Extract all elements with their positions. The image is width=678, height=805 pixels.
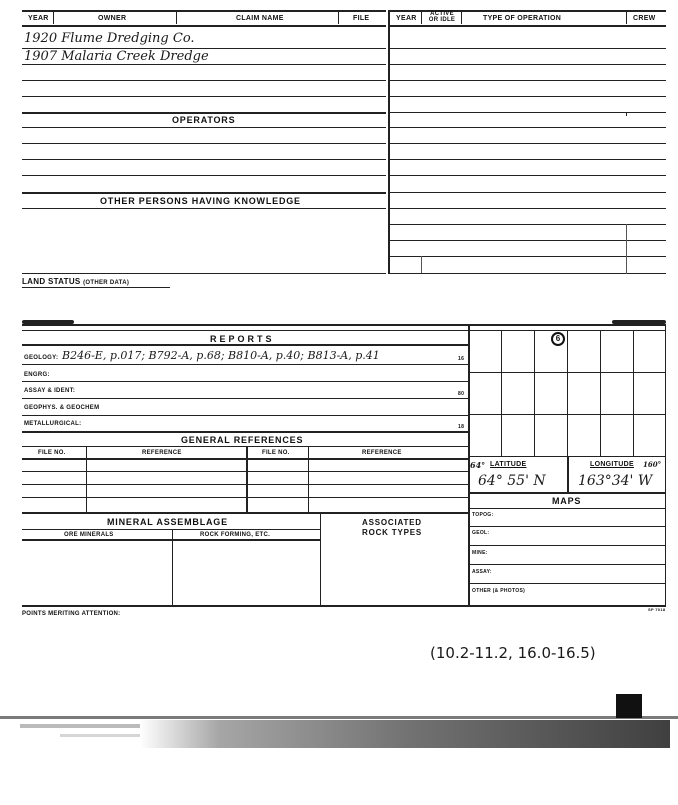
- owner-entry-1: 1920 Flume Dredging Co.: [24, 31, 195, 46]
- bottom-handwritten-note: (10.2-11.2, 16.0-16.5): [430, 644, 596, 662]
- latitude-value: 64° 55' N: [478, 473, 546, 489]
- land-status-label: LAND STATUS (OTHER DATA): [22, 277, 130, 286]
- operation-col-year: YEAR: [396, 15, 417, 22]
- ore-minerals-label: ORE MINERALS: [64, 532, 114, 538]
- geology-label: GEOLOGY:: [24, 355, 59, 361]
- assay-suffix: 80: [458, 391, 465, 397]
- lat-prefix: 64°: [470, 460, 486, 470]
- owners-col-file: FILE: [353, 15, 370, 22]
- metallurgical-suffix: 18: [458, 424, 465, 430]
- gref-col-reference: REFERENCE: [142, 450, 182, 456]
- operators-label: OPERATORS: [172, 115, 236, 125]
- owners-col-year: YEAR: [28, 15, 49, 22]
- operation-col-crew: CREW: [633, 15, 656, 22]
- owners-col-claim-name: CLAIM NAME: [236, 15, 284, 22]
- maps-title: MAPS: [552, 496, 582, 506]
- geology-suffix: 16: [458, 356, 465, 362]
- metallurgical-label: METALLURGICAL:: [24, 421, 82, 427]
- general-references-title: GENERAL REFERENCES: [181, 435, 304, 445]
- latitude-label: LATITUDE: [490, 461, 527, 468]
- assay-ident-label: ASSAY & IDENT:: [24, 388, 76, 394]
- owners-col-owner: OWNER: [98, 15, 127, 22]
- maps-mine: MINE:: [472, 550, 488, 556]
- longitude-value: 163°34' W: [578, 473, 653, 489]
- rock-forming-label: ROCK FORMING, ETC.: [200, 532, 271, 538]
- operation-col-active-idle: ACTIVE OR IDLE: [428, 11, 456, 23]
- reports-top-rule: [22, 324, 666, 326]
- associated-rock-types-2: ROCK TYPES: [362, 528, 423, 537]
- reports-title: REPORTS: [210, 334, 275, 344]
- maps-other: OTHER (& PHOTOS): [472, 588, 526, 594]
- maps-geol: GEOL:: [472, 530, 490, 536]
- operation-left-border: [388, 10, 390, 274]
- maps-assay: ASSAY:: [472, 569, 492, 575]
- points-meriting-label: POINTS MERITING ATTENTION:: [22, 611, 121, 617]
- scan-noise: [0, 690, 678, 770]
- geology-value: B246-E, p.017; B792-A, p.68; B810-A, p.40; B813-A, p.41: [62, 349, 384, 362]
- engrg-label: ENGRG:: [24, 372, 50, 378]
- longitude-label: LONGITUDE: [590, 461, 634, 468]
- maps-topog: TOPOG:: [472, 512, 494, 518]
- owners-top-rule: [22, 10, 386, 12]
- longitude-suffix: 160°: [643, 460, 662, 469]
- gref-col-reference-2: REFERENCE: [362, 450, 402, 456]
- owners-header-rule: [22, 25, 386, 27]
- mineral-assemblage-title: MINERAL ASSEMBLAGE: [107, 517, 228, 527]
- gref-col-file-no-2: FILE NO.: [262, 450, 290, 456]
- operation-col-type: TYPE OF OPERATION: [483, 15, 562, 22]
- geophys-label: GEOPHYS. & GEOCHEM: [24, 405, 100, 411]
- grid-marker: 6: [551, 332, 565, 346]
- form-number: SP 7018: [648, 607, 666, 612]
- owner-entry-2: 1907 Malaria Creek Dredge: [24, 49, 209, 64]
- associated-rock-types-1: ASSOCIATED: [362, 518, 422, 527]
- gref-col-file-no: FILE NO.: [38, 450, 66, 456]
- other-persons-label: OTHER PERSONS HAVING KNOWLEDGE: [100, 196, 301, 206]
